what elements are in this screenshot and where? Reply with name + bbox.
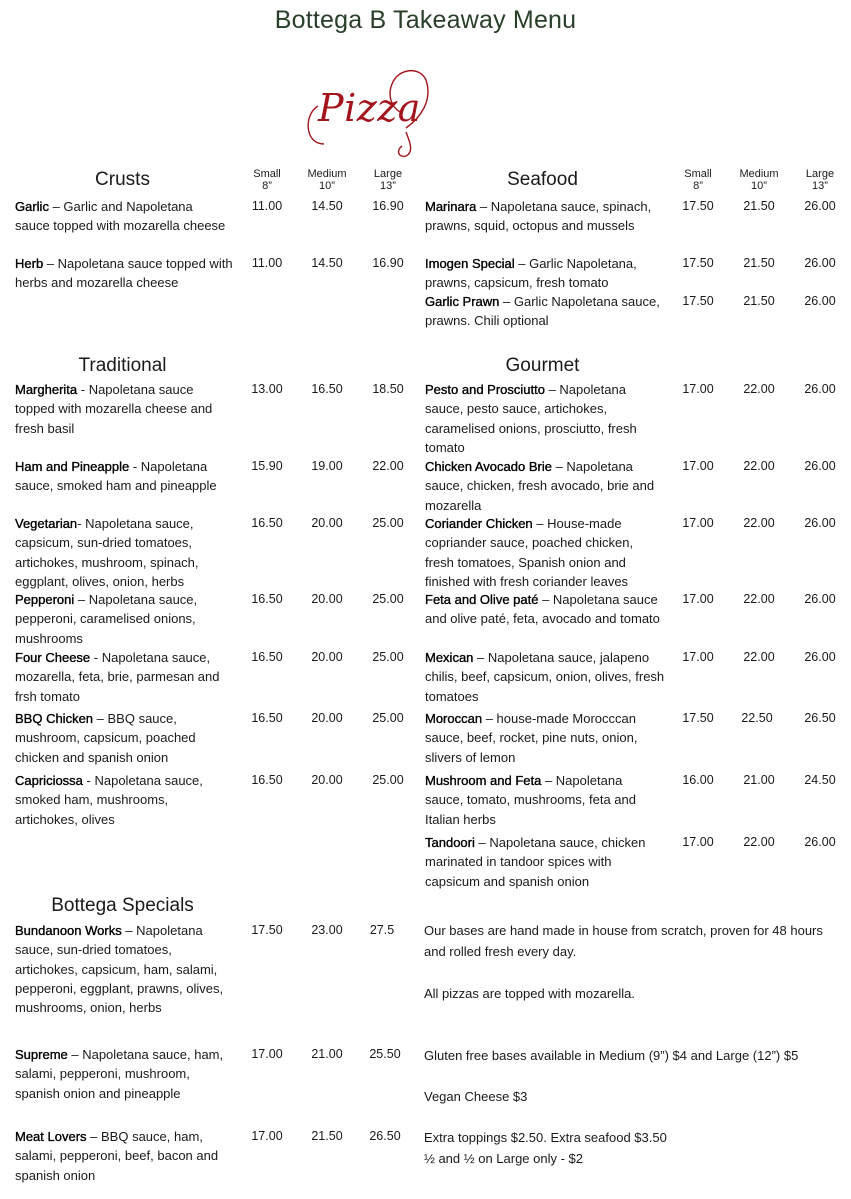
item-desc: – house-made Morocccan sauce, beef, rocket, pine nuts, onion, slivers of lemon — [425, 711, 638, 765]
item-name: Margherita — [15, 382, 78, 397]
menu-item — [15, 457, 240, 496]
item-desc: – BBQ sauce, ham, salami, pepperoni, beef, bacon and spanish onion — [15, 1129, 219, 1183]
menu-item — [425, 380, 660, 457]
item-name: Garlic — [15, 199, 49, 214]
price-medium: 20.00 — [311, 773, 343, 787]
menu-item — [425, 254, 660, 293]
price-large: 25.00 — [372, 711, 404, 725]
item-name: Marinara — [425, 199, 477, 214]
item-desc: - Napoletana sauce topped with mozarella cheese and fresh basil — [15, 382, 213, 436]
menu-item — [15, 380, 230, 438]
size-header-small — [242, 168, 292, 192]
price-large: 26.00 — [804, 382, 836, 396]
price-medium: 21.50 — [743, 294, 775, 308]
price-medium: 21.00 — [311, 1047, 343, 1061]
price-large: 26.00 — [804, 256, 836, 270]
item-name: Pesto and Prosciutto — [425, 382, 545, 397]
price-medium: 20.00 — [311, 650, 343, 664]
price-medium: 22.00 — [743, 835, 775, 849]
price-medium: 22.00 — [743, 516, 775, 530]
item-name: Meat Lovers — [15, 1129, 87, 1144]
item-name: Ham and Pineapple — [15, 459, 130, 474]
price-small: 17.50 — [251, 923, 283, 937]
price-medium: 20.00 — [311, 592, 343, 606]
logo-text: Pizza — [318, 86, 421, 130]
item-desc: – Napoletana sauce, tomato, mushrooms, feta and Italian herbs — [425, 773, 636, 827]
size-label: Medium — [739, 168, 779, 180]
size-inches: 13” — [380, 180, 396, 192]
size-inches: 8” — [262, 180, 272, 192]
item-name: Pepperoni — [15, 592, 75, 607]
pizza-logo — [298, 66, 448, 161]
price-small: 13.00 — [251, 382, 283, 396]
size-header-large — [363, 168, 413, 192]
section-title-gourmet: Gourmet — [505, 355, 580, 376]
note-gluten-free: Gluten free bases available in Medium (9”) $4 and Large (12”) $5 — [424, 1048, 799, 1063]
item-desc: - Napoletana sauce, mozarella, feta, brie, parmesan and frsh tomato — [15, 650, 220, 704]
item-desc: – Garlic and Napoletana sauce topped with mozarella cheese — [15, 199, 226, 234]
item-name: Moroccan — [425, 711, 483, 726]
menu-item — [425, 771, 660, 829]
size-header-medium — [734, 168, 784, 192]
price-large: 25.00 — [372, 773, 404, 787]
price-medium: 22.00 — [743, 650, 775, 664]
item-name: Capriciossa — [15, 773, 83, 788]
item-desc: – Napoletana sauce topped with herbs and mozarella cheese — [15, 256, 233, 291]
price-medium: 21.50 — [311, 1129, 343, 1143]
item-name: Bundanoon Works — [15, 923, 122, 938]
price-medium: 21.50 — [743, 256, 775, 270]
price-medium: 16.50 — [311, 382, 343, 396]
item-desc: – Napoletana sauce, spinach, prawns, squid, octopus and mussels — [425, 199, 652, 234]
menu-item — [425, 514, 660, 591]
size-header-large — [795, 168, 845, 192]
price-small: 17.50 — [682, 256, 714, 270]
price-medium: 22.00 — [743, 592, 775, 606]
item-name: Herb — [15, 256, 44, 271]
size-inches: 10” — [751, 180, 767, 192]
menu-item — [15, 590, 230, 648]
menu-item — [425, 590, 660, 629]
price-large: 25.00 — [372, 592, 404, 606]
price-medium: 22.00 — [743, 459, 775, 473]
price-large: 18.50 — [372, 382, 404, 396]
price-medium: 22.00 — [743, 382, 775, 396]
price-small: 11.00 — [251, 256, 283, 270]
item-desc: – Napoletana sauce, pesto sauce, artichokes, caramelised onions, prosciutto, fresh tomato — [425, 382, 637, 455]
size-header-medium — [302, 168, 352, 192]
item-name: Garlic Prawn — [425, 294, 500, 309]
price-small: 11.00 — [251, 199, 283, 213]
item-desc: – Napoletana sauce, ham, salami, pepperoni, mushroom, spanish onion and pineapple — [15, 1047, 224, 1101]
item-desc: – Napoletana sauce, pepperoni, caramelised onions, mushrooms — [15, 592, 198, 646]
note-extras: Extra toppings $2.50. Extra seafood $3.50 — [424, 1130, 667, 1145]
price-small: 17.00 — [251, 1129, 283, 1143]
page-title: Bottega B Takeaway Menu — [274, 6, 577, 34]
price-small: 17.50 — [682, 199, 714, 213]
price-large: 26.00 — [804, 516, 836, 530]
price-large: 24.50 — [804, 773, 836, 787]
item-name: Supreme — [15, 1047, 68, 1062]
size-inches: 8” — [693, 180, 703, 192]
price-small: 16.50 — [251, 711, 283, 725]
item-desc: – Napoletana sauce, chicken marinated in tandoor spices with capsicum and spanish onion — [425, 835, 646, 889]
price-large: 26.00 — [804, 294, 836, 308]
price-medium: 14.50 — [311, 199, 343, 213]
price-small: 17.50 — [682, 294, 714, 308]
price-large: 26.00 — [804, 199, 836, 213]
menu-item — [425, 457, 660, 515]
size-inches: 13” — [812, 180, 828, 192]
note-mozarella: All pizzas are topped with mozarella. — [424, 986, 635, 1001]
price-large: 26.50 — [804, 711, 836, 725]
price-small: 17.00 — [682, 459, 714, 473]
price-large: 26.00 — [804, 650, 836, 664]
menu-item — [425, 648, 665, 706]
item-desc: – Napoletana sauce and olive paté, feta, avocado and tomato — [425, 592, 660, 627]
note-vegan: Vegan Cheese $3 — [424, 1089, 528, 1104]
price-large: 22.00 — [372, 459, 404, 473]
size-label: Large — [805, 168, 835, 180]
menu-item — [15, 921, 230, 1017]
menu-item — [15, 1127, 230, 1185]
price-small: 17.00 — [251, 1047, 283, 1061]
size-label: Small — [684, 168, 712, 180]
menu-item — [15, 648, 240, 706]
item-name: Coriander Chicken — [425, 516, 533, 531]
size-label: Medium — [307, 168, 347, 180]
price-medium: 19.00 — [311, 459, 343, 473]
section-title-traditional: Traditional — [78, 355, 167, 376]
item-desc: - Napoletana sauce, capsicum, sun-dried tomatoes, artichokes, mushroom, spinach, eggplant, olives, onion, herbs — [15, 516, 199, 589]
note-half-half: ½ and ½ on Large only - $2 — [424, 1151, 584, 1166]
section-title-crusts: Crusts — [95, 169, 150, 190]
item-name: Tandoori — [425, 835, 475, 850]
item-name: Chicken Avocado Brie — [425, 459, 552, 474]
price-medium: 14.50 — [311, 256, 343, 270]
item-desc: - Napoletana sauce, smoked ham, mushrooms, artichokes, olives — [15, 773, 203, 827]
menu-item — [425, 292, 660, 331]
price-large: 27.5 — [369, 923, 395, 937]
price-small: 16.50 — [251, 650, 283, 664]
price-small: 17.00 — [682, 516, 714, 530]
item-desc: – Garlic Napoletana, prawns, capsicum, fresh tomato — [425, 256, 637, 291]
item-name: Mexican — [425, 650, 474, 665]
price-large: 26.00 — [804, 835, 836, 849]
menu-item — [15, 254, 240, 293]
price-small: 17.00 — [682, 382, 714, 396]
price-small: 16.50 — [251, 773, 283, 787]
menu-item — [15, 1045, 230, 1103]
price-small: 17.00 — [682, 592, 714, 606]
price-medium: 21.00 — [743, 773, 775, 787]
price-medium: 21.50 — [743, 199, 775, 213]
price-large: 25.50 — [369, 1047, 401, 1061]
menu-item — [15, 514, 230, 591]
menu-item — [15, 771, 230, 829]
item-desc: – BBQ sauce, mushroom, capsicum, poached chicken and spanish onion — [15, 711, 196, 765]
price-small: 16.00 — [682, 773, 714, 787]
menu-item — [425, 833, 660, 891]
price-large: 25.00 — [372, 516, 404, 530]
price-large: 16.90 — [372, 199, 404, 213]
price-small: 17.50 — [682, 711, 714, 725]
menu-item — [15, 709, 230, 767]
menu-item — [15, 197, 230, 236]
item-name: Vegetarian — [15, 516, 78, 531]
price-medium: 22.50 — [741, 711, 773, 725]
price-large: 25.00 — [372, 650, 404, 664]
price-large: 16.90 — [372, 256, 404, 270]
size-label: Small — [253, 168, 281, 180]
item-name: Four Cheese — [15, 650, 91, 665]
item-name: Imogen Special — [425, 256, 515, 271]
item-desc: – Napoletana sauce, sun-dried tomatoes, artichokes, capsicum, ham, salami, pepperoni, eggplant, prawns, olives, mushrooms, onion, herbs — [15, 923, 224, 1016]
item-name: Feta and Olive paté — [425, 592, 539, 607]
price-medium: 23.00 — [311, 923, 343, 937]
price-small: 17.00 — [682, 650, 714, 664]
size-header-small — [673, 168, 723, 192]
price-medium: 20.00 — [311, 516, 343, 530]
note-bases: Our bases are hand made in house from scratch, proven for 48 hours and rolled fresh every day. — [424, 923, 823, 959]
item-desc: – Napoletana sauce, chicken, fresh avocado, brie and mozarella — [425, 459, 655, 513]
price-large: 26.50 — [369, 1129, 401, 1143]
item-name: BBQ Chicken — [15, 711, 94, 726]
item-desc: – Napoletana sauce, jalapeno chilis, beef, capsicum, onion, olives, fresh tomatoes — [425, 650, 665, 704]
size-label: Large — [373, 168, 403, 180]
price-large: 26.00 — [804, 592, 836, 606]
menu-item — [425, 709, 660, 767]
price-medium: 20.00 — [311, 711, 343, 725]
price-small: 15.90 — [251, 459, 283, 473]
item-desc: - Napoletana sauce, smoked ham and pineapple — [15, 459, 217, 494]
item-name: Mushroom and Feta — [425, 773, 542, 788]
price-small: 16.50 — [251, 592, 283, 606]
item-desc: – House-made copriander sauce, poached chicken, fresh tomatoes, Spanish onion and finished with fresh coriander leaves — [425, 516, 634, 589]
size-inches: 10” — [319, 180, 335, 192]
price-small: 17.00 — [682, 835, 714, 849]
menu-item — [425, 197, 660, 236]
price-small: 16.50 — [251, 516, 283, 530]
section-title-seafood: Seafood — [507, 169, 578, 190]
item-desc: – Garlic Napoletana sauce, prawns. Chili optional — [425, 294, 660, 329]
section-title-specials: Bottega Specials — [51, 895, 194, 916]
price-large: 26.00 — [804, 459, 836, 473]
